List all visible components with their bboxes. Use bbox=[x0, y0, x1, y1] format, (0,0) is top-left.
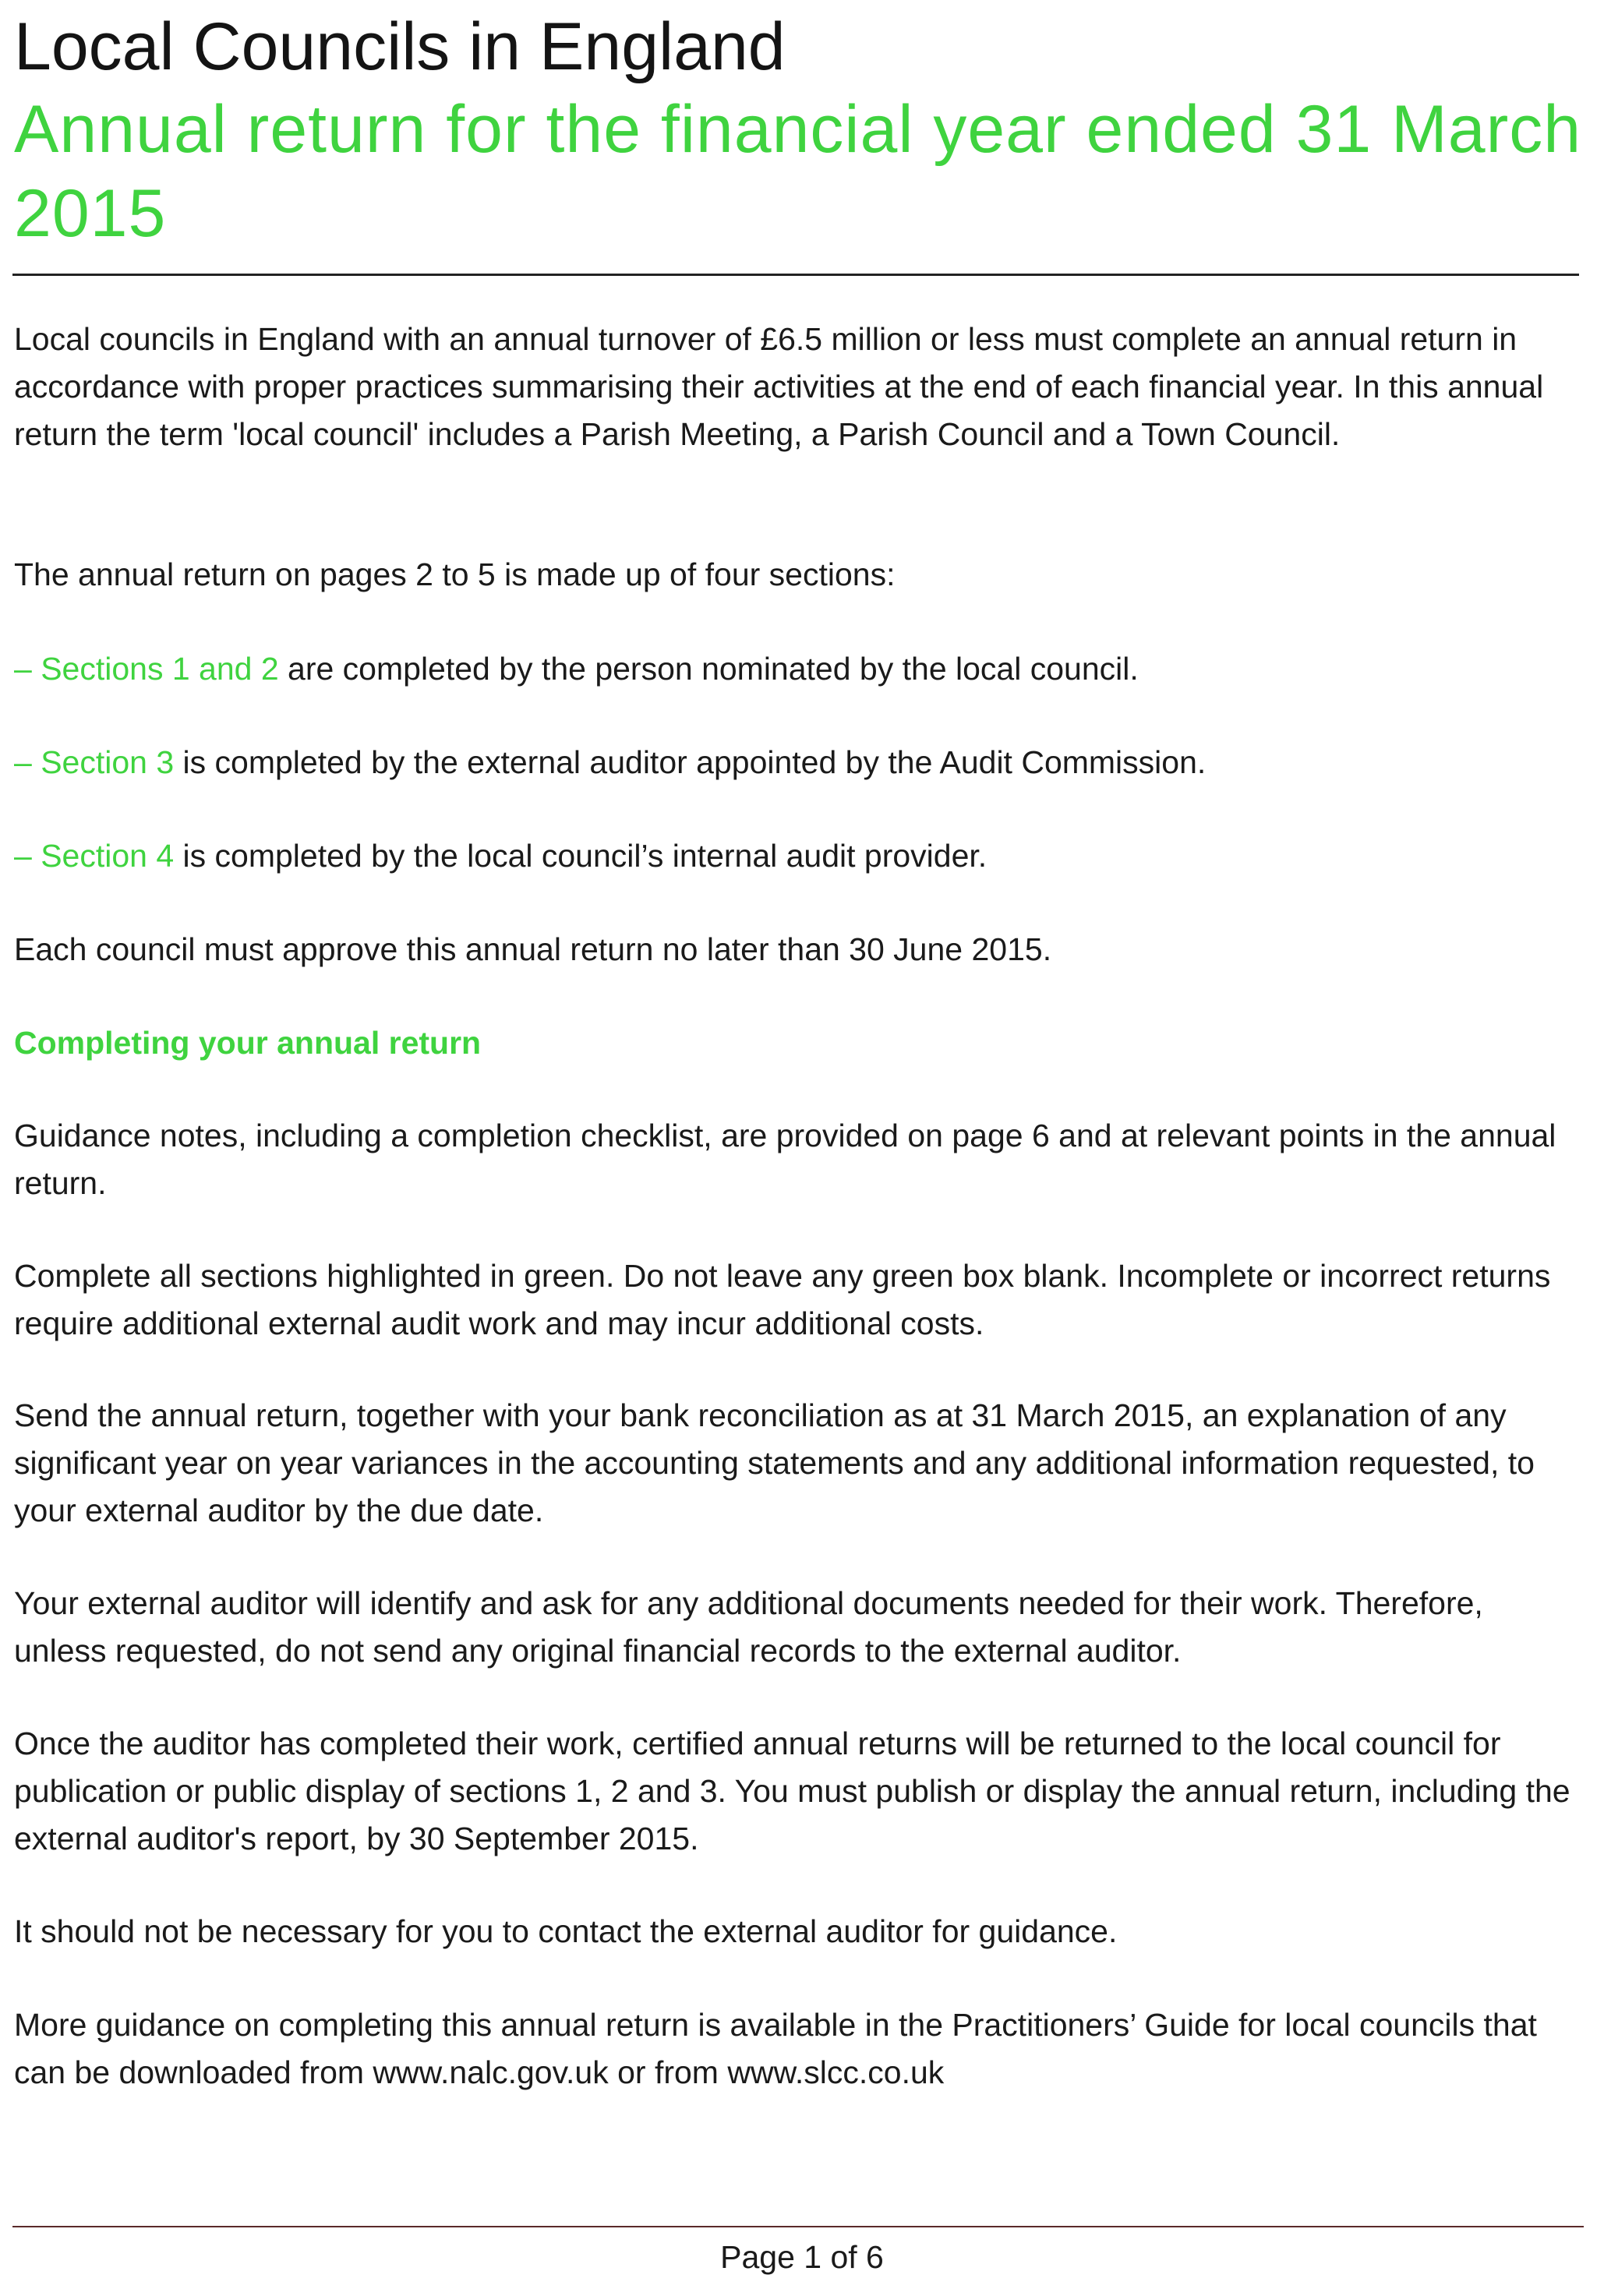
completing-heading: Completing your annual return bbox=[14, 1025, 482, 1061]
certified-returns-paragraph: Once the auditor has completed their work, certified annual returns will be returned to the local council for publication or public display of sections 1, 2 and 3. You must publish or display the annual return, including the external auditor's report, by 30 September 2015. bbox=[14, 1726, 1570, 1856]
document-title: Local Councils in England bbox=[14, 9, 786, 84]
more-guidance-paragraph: More guidance on completing this annual return is available in the Practitioners’ Guide for local councils that can be downloaded from www.nalc.gov.uk or from www.slcc.co.uk bbox=[14, 2007, 1537, 2090]
sections-list-text: are completed by the person nominated by the local council. bbox=[278, 651, 1139, 687]
complete-sections-paragraph: Complete all sections highlighted in green. Do not leave any green box blank. Incomplete or incorrect returns require additional external audit work and may incur additional costs. bbox=[14, 1258, 1551, 1341]
guidance-paragraph: Guidance notes, including a completion checklist, are provided on page 6 and at relevant points in the annual return. bbox=[14, 1118, 1556, 1201]
sections-list-label: – Section 4 bbox=[14, 838, 175, 874]
intro-paragraph: Local councils in England with an annual turnover of £6.5 million or less must complete an annual return in accordance with proper practices summarising their activities at the end of each financial year. In this annual return the term 'local council' includes a Parish Meeting, a Parish Council and a Town Council. bbox=[14, 321, 1544, 452]
sections-list-text: is completed by the local council’s internal audit provider. bbox=[174, 838, 987, 874]
send-return-paragraph: Send the annual return, together with your bank reconciliation as at 31 March 2015, an explanation of any significant year on year variances in the accounting statements and any additional information requested, to your external auditor by the due date. bbox=[14, 1397, 1535, 1528]
document-subtitle: Annual return for the financial year ended 31 March 2015 bbox=[14, 92, 1582, 251]
page-number: Page 1 of 6 bbox=[720, 2239, 884, 2275]
footer-divider bbox=[12, 2226, 1584, 2227]
sections-list-label: – Sections 1 and 2 bbox=[14, 651, 279, 687]
sections-list-item bbox=[14, 739, 1581, 786]
header-divider bbox=[12, 274, 1579, 276]
sections-list-text: is completed by the external auditor appointed by the Audit Commission. bbox=[174, 744, 1207, 780]
approval-paragraph: Each council must approve this annual return no later than 30 June 2015. bbox=[14, 931, 1052, 967]
auditor-documents-paragraph: Your external auditor will identify and ask for any additional documents needed for their work. Therefore, unless requested, do not send any original financial records to the external auditor. bbox=[14, 1585, 1483, 1669]
contact-auditor-paragraph: It should not be necessary for you to contact the external auditor for guidance. bbox=[14, 1913, 1118, 1949]
sections-list-item bbox=[14, 645, 1581, 693]
sections-intro-paragraph: The annual return on pages 2 to 5 is made up of four sections: bbox=[14, 556, 896, 592]
sections-list-item bbox=[14, 832, 1581, 880]
sections-list-label: – Section 3 bbox=[14, 744, 175, 780]
